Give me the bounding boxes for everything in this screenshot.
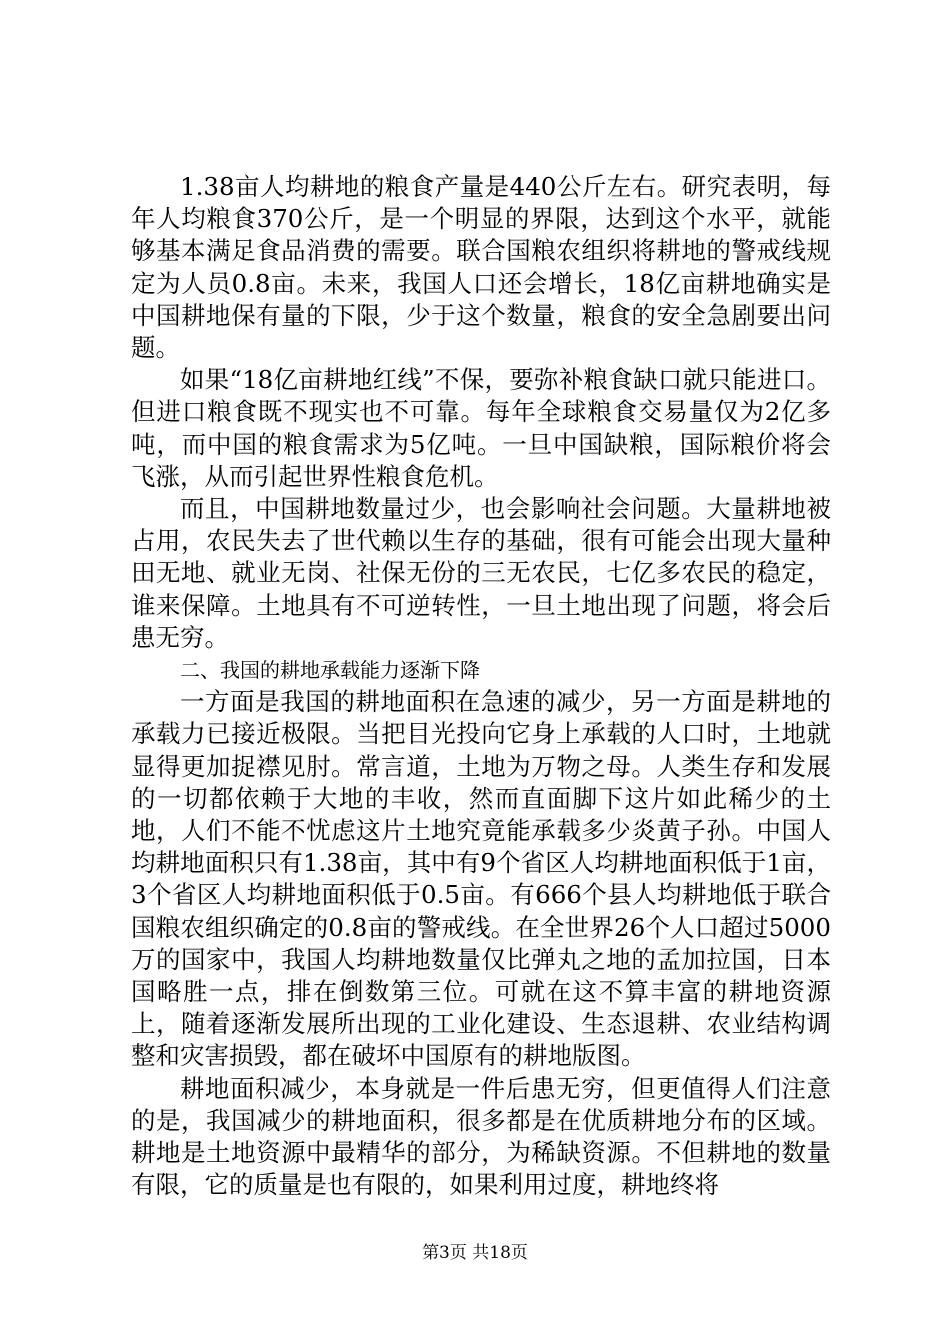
page-footer: 第3页 共18页 (422, 1243, 528, 1263)
paragraph-social-issues: 而且，中国耕地数量过少，也会影响社会问题。大量耕地被占用，农民失去了世代赖以生存的基础，很有可能会出现大量种田无地、就业无岗、社保无份的三无农民，七亿多农民的稳定，谁来保障。土地具有不可逆转性，一旦土地出现了问题，将会后患无穷。 (131, 494, 831, 652)
paragraph-carrying-capacity: 一方面是我国的耕地面积在急速的减少，另一方面是耕地的承载力已接近极限。当把目光投向它身上承载的人口时，土地就显得更加捉襟见肘。常言道，土地为万物之母。人类生存和发展的一切都依赖于大地的丰收，然而直面脚下这片如此稀少的土地，人们不能不忧虑这片土地究竟能承载多少炎黄子孙。中国人均耕地面积只有1.38亩，其中有9个省区人均耕地面积低于1亩，3个省区人均耕地面积低于0.5亩。有666个县人均耕地低于联合国粮农组织确定的0.8亩的警戒线。在全世界26个人口超过5000万的国家中，我国人均耕地数量仅比弹丸之地的孟加拉国，日本国略胜一点，排在倒数第三位。可就在这不算丰富的耕地资源上，随着逐渐发展所出现的工业化建设、生态退耕、农业结构调整和灾害损毁，都在破坏中国原有的耕地版图。 (131, 687, 831, 1071)
paragraph-red-line: 如果“18亿亩耕地红线”不保，要弥补粮食缺口就只能进口。但进口粮食既不现实也不可靠。每年全球粮食交易量仅为2亿多吨，而中国的粮食需求为5亿吨。一旦中国缺粮，国际粮价将会飞涨，从而引起世界性粮食危机。 (131, 365, 831, 491)
document-body (131, 171, 831, 1202)
section-heading: 二、我国的耕地承载能力逐渐下降 (180, 658, 480, 683)
paragraph-grain-yield: 1.38亩人均耕地的粮食产量是440公斤左右。研究表明，每年人均粮食370公斤，是一个明显的界限，达到这个水平，就能够基本满足食品消费的需要。联合国粮农组织将耕地的警戒线规定为人员0.8亩。未来，我国人口还会增长，18亿亩耕地确实是中国耕地保有量的下限，少于这个数量，粮食的安全急剧要出问题。 (131, 172, 831, 363)
paragraph-quality-decline: 耕地面积减少，本身就是一件后患无穷，但更值得人们注意的是，我国减少的耕地面积，很多都是在优质耕地分布的区域。耕地是土地资源中最精华的部分，为稀缺资源。不但耕地的数量有限，它的质量是也有限的，如果利用过度，耕地终将 (131, 1073, 831, 1200)
